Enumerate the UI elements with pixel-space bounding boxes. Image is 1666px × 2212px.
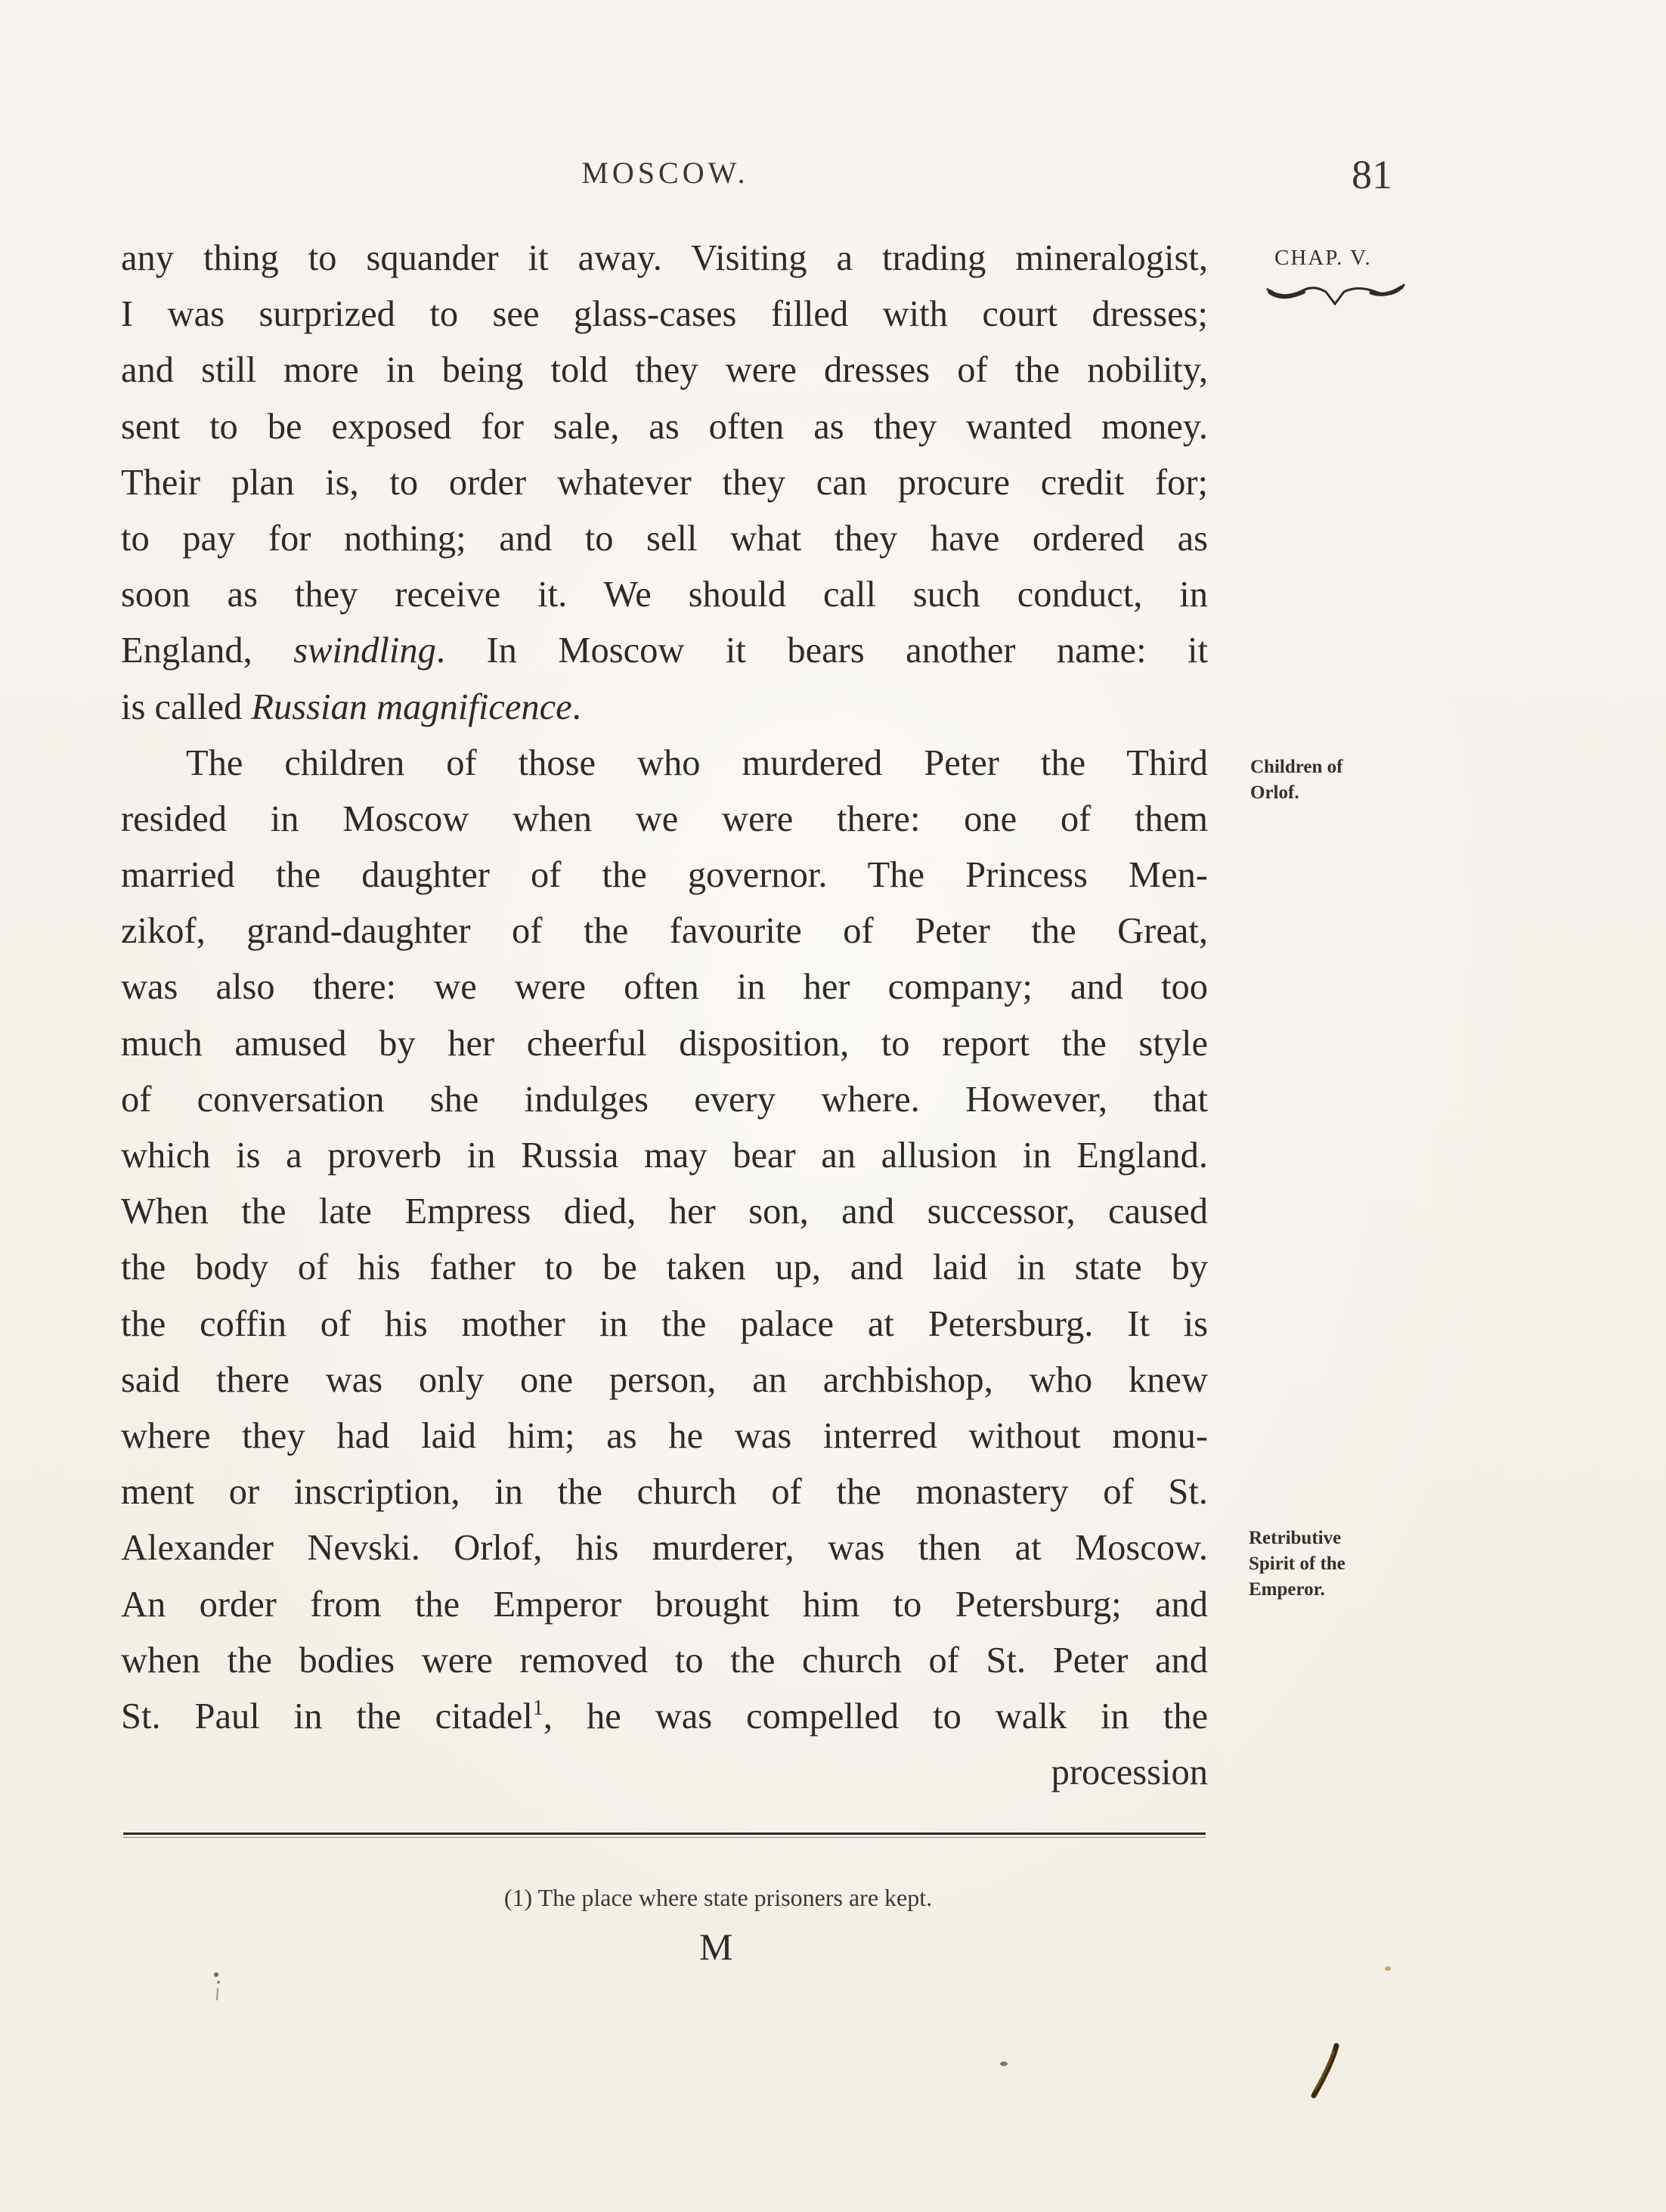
text-line: of conversation she indulges every where. However, that bbox=[121, 1079, 1208, 1120]
text-line: any thing to squander it away. Visiting a trading mineralogist, bbox=[121, 238, 1208, 278]
text-line bbox=[121, 1689, 1208, 1745]
chapter-flourish-ornament bbox=[1264, 281, 1407, 311]
running-title: MOSCOW. bbox=[581, 156, 749, 190]
text-line: When the late Empress died, her son, and successor, caused bbox=[121, 1191, 1208, 1232]
text-line: and still more in being told they were dresses of the nobility, bbox=[121, 350, 1208, 391]
text-line: zikof, grand-daughter of the favourite of Peter the Great, bbox=[121, 911, 1208, 952]
paper-speck bbox=[1380, 1961, 1395, 1976]
footnote-reference-mark: 1 bbox=[532, 1696, 543, 1720]
text-line bbox=[121, 680, 1208, 736]
text-line: said there was only one person, an archbishop, who knew bbox=[121, 1359, 1208, 1400]
text-line: to pay for nothing; and to sell what they have ordered as bbox=[121, 518, 1208, 559]
text-run: . bbox=[571, 686, 581, 727]
printer-signature-mark: M bbox=[699, 1925, 733, 1968]
text-run: , he was compelled to walk in the bbox=[543, 1696, 1208, 1736]
marginal-note-children-of-orlof bbox=[1250, 754, 1342, 806]
text-line: sent to be exposed for sale, as often as they wanted money. bbox=[121, 406, 1208, 447]
marginal-note-line: Retributive bbox=[1249, 1528, 1342, 1548]
footnote-rule bbox=[123, 1832, 1206, 1835]
paper-speck bbox=[996, 2056, 1011, 2071]
page-number: 81 bbox=[1352, 152, 1392, 197]
text-line: married the daughter of the governor. The Princess Men- bbox=[121, 855, 1208, 896]
text-run: St. Paul in the citadel bbox=[121, 1696, 533, 1736]
text-line: where they had laid him; as he was interred without monu- bbox=[121, 1415, 1208, 1456]
body-text bbox=[121, 231, 1208, 1801]
text-line-paragraph-start: The children of those who murdered Peter the Third bbox=[186, 742, 1208, 783]
chapter-marginal-note: CHAP. V. bbox=[1274, 246, 1372, 270]
italic-text-russian-magnificence: Russian magnificence bbox=[251, 686, 572, 727]
text-line: resided in Moscow when we were there: one of them bbox=[121, 798, 1208, 839]
text-line: ment or inscription, in the church of the monastery of St. bbox=[121, 1472, 1208, 1513]
text-run: is called bbox=[121, 686, 252, 727]
text-run: England, bbox=[121, 630, 294, 671]
marginal-note-line: Spirit of the bbox=[1249, 1554, 1345, 1574]
text-line: when the bodies were removed to the church of St. Peter and bbox=[121, 1640, 1208, 1681]
footnote: (1) The place where state prisoners are kept. bbox=[503, 1884, 933, 1911]
italic-text-swindling: swindling bbox=[293, 630, 436, 671]
ink-stroke-blemish bbox=[1303, 2041, 1349, 2102]
text-line: which is a proverb in Russia may bear an allusion in England. bbox=[121, 1135, 1208, 1176]
marginal-note-line: Orlof. bbox=[1250, 782, 1299, 803]
text-run: . In Moscow it bears another name: it bbox=[435, 630, 1208, 671]
text-line: the coffin of his mother in the palace at Petersburg. It is bbox=[121, 1303, 1208, 1344]
text-line: soon as they receive it. We should call such conduct, in bbox=[121, 575, 1208, 615]
text-line: much amused by her cheerful disposition, to report the style bbox=[121, 1023, 1208, 1064]
text-line: I was surprized to see glass-cases filled with court dresses; bbox=[121, 294, 1208, 335]
marginal-note-line: Children of bbox=[1250, 757, 1343, 777]
marginal-note-retributive-spirit bbox=[1249, 1526, 1345, 1603]
text-line: the body of his father to be taken up, and laid in state by bbox=[121, 1247, 1208, 1288]
paper-blemish bbox=[206, 1970, 228, 2008]
footnote-rule-thin bbox=[123, 1837, 1206, 1838]
text-line bbox=[121, 623, 1208, 679]
catchword: procession bbox=[1051, 1752, 1208, 1793]
text-line: Their plan is, to order whatever they can procure credit for; bbox=[121, 462, 1208, 503]
text-line: An order from the Emperor brought him to Petersburg; and bbox=[121, 1584, 1208, 1625]
text-line: was also there: we were often in her company; and too bbox=[121, 967, 1208, 1008]
marginal-note-line: Emperor. bbox=[1249, 1579, 1325, 1600]
text-line: Alexander Nevski. Orlof, his murderer, was then at Moscow. bbox=[121, 1528, 1208, 1569]
